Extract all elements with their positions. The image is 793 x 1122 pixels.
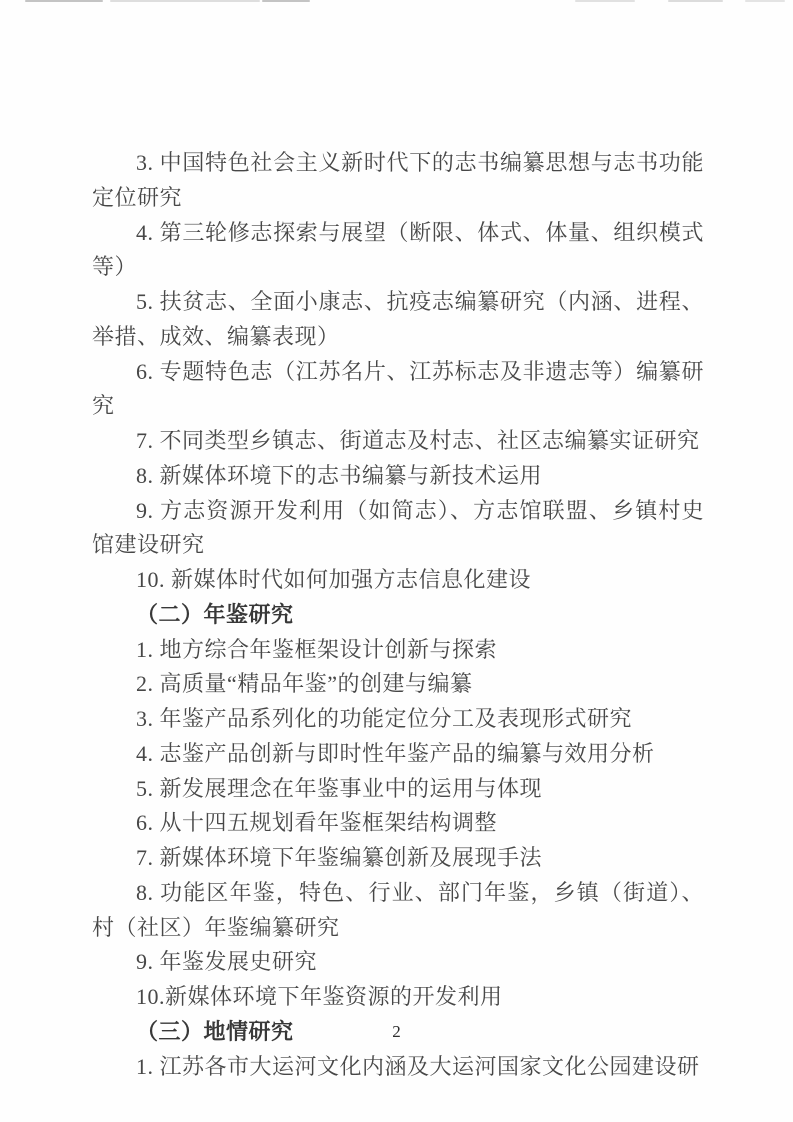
- list-item: 9. 年鉴发展史研究: [136, 949, 318, 975]
- list-item: 10.新媒体环境下年鉴资源的开发利用: [136, 984, 503, 1009]
- list-item: 1. 地方综合年鉴框架设计创新与探索: [136, 636, 498, 662]
- list-item: 4. 志鉴产品创新与即时性年鉴产品的编纂与效用分析: [136, 740, 655, 766]
- list-item: 9. 方志资源开发利用（如简志）、方志馆联盟、乡镇村史馆建设研究: [92, 497, 704, 558]
- list-item: 8. 功能区年鉴，特色、行业、部门年鉴，乡镇（街道）、村（社区）年鉴编纂研究: [92, 879, 704, 940]
- list-item: 6. 从十四五规划看年鉴框架结构调整: [136, 810, 498, 836]
- list-item: 7. 不同类型乡镇志、街道志及村志、社区志编纂实证研究: [136, 428, 700, 453]
- section-heading: （三）地情研究: [136, 1018, 294, 1044]
- list-item: 1. 江苏各市大运河文化内涵及大运河国家文化公园建设研: [136, 1053, 700, 1079]
- list-item: 7. 新媒体环境下年鉴编纂创新及展现手法: [136, 845, 543, 870]
- list-item: 4. 第三轮修志探索与展望（断限、体式、体量、组织模式等）: [92, 219, 704, 280]
- list-item: 8. 新媒体环境下的志书编纂与新技术运用: [136, 462, 543, 488]
- list-item: 5. 新发展理念在年鉴事业中的运用与体现: [136, 775, 543, 801]
- section-heading: （二）年鉴研究: [136, 601, 294, 627]
- list-item: 3. 中国特色社会主义新时代下的志书编纂思想与志书功能定位研究: [92, 150, 704, 210]
- page-number: 2: [392, 1022, 401, 1041]
- page-footer: [0, 1022, 793, 1042]
- list-item: 5. 扶贫志、全面小康志、抗疫志编纂研究（内涵、进程、举措、成效、编纂表现）: [92, 289, 704, 349]
- document-body: [92, 146, 704, 1084]
- list-item: 3. 年鉴产品系列化的功能定位分工及表现形式研究: [136, 706, 633, 731]
- list-item: 10. 新媒体时代如何加强方志信息化建设: [136, 567, 532, 592]
- list-item: 2. 高质量“精品年鉴”的创建与编纂: [136, 671, 473, 697]
- list-item: 6. 专题特色志（江苏名片、江苏标志及非遗志等）编纂研究: [92, 358, 704, 419]
- scan-artifact-top-edge: [0, 0, 793, 3]
